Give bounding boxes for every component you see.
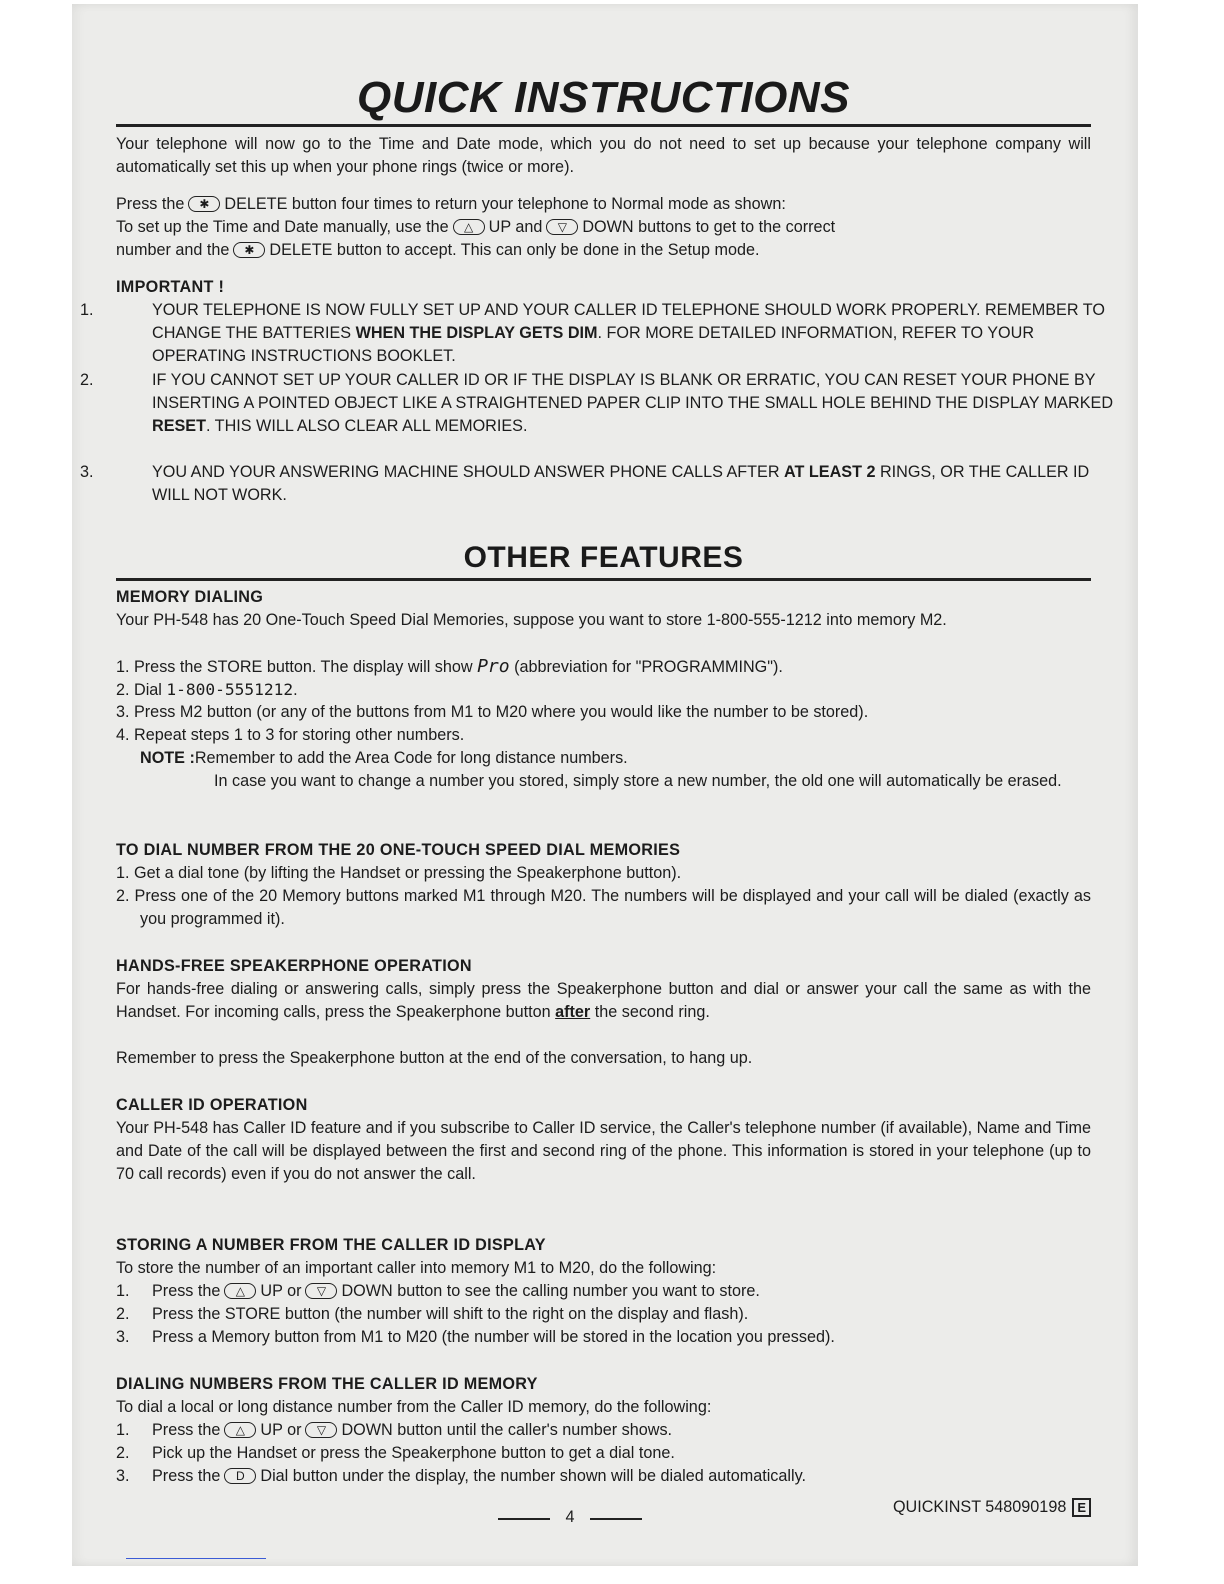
dialing-step-1 xyxy=(116,1419,1091,1442)
step-text: Press the xyxy=(152,1421,221,1439)
storing-step-1 xyxy=(116,1280,1091,1303)
delete-key-icon: ✱ xyxy=(188,196,220,212)
memory-step-2 xyxy=(116,678,1091,702)
memory-paragraph: Your PH-548 has 20 One-Touch Speed Dial Memories, suppose you want to store 1-800-555-1212 into memory M2. xyxy=(116,611,947,629)
item-text: YOUR TELEPHONE IS NOW FULLY SET UP AND YOUR CALLER ID TELEPHONE SHOULD WORK PROPERLY. REMEMBER TO CHANGE THE BATTERIES xyxy=(152,301,1105,343)
item-emphasis: AT LEAST 2 xyxy=(784,463,876,481)
item-number: 1. xyxy=(80,301,94,319)
step-text: 2. Dial xyxy=(116,681,162,699)
todial-heading: TO DIAL NUMBER FROM THE 20 ONE-TOUCH SPEED DIAL MEMORIES xyxy=(116,841,681,859)
item-text: . THIS WILL ALSO CLEAR ALL MEMORIES. xyxy=(205,417,528,436)
delete-key-icon: ✱ xyxy=(233,242,265,258)
important-heading: IMPORTANT ! xyxy=(116,278,225,296)
step-number: 1. xyxy=(116,1282,130,1300)
item-text: IF YOU CANNOT SET UP YOUR CALLER ID OR IF THE DISPLAY IS BLANK OR ERRATIC, YOU CAN RESET YOUR PHONE BY INSERTING A POINTED OBJECT LIKE A STRAIGHTENED PAPER CLIP INTO THE SMALL HOLE BEHIND THE DISPLAY MARKED xyxy=(152,371,1114,413)
handsfree-heading: HANDS-FREE SPEAKERPHONE OPERATION xyxy=(116,957,472,975)
handsfree-paragraph xyxy=(116,978,1091,1024)
intro-text: To set up the Time and Date manually, use the xyxy=(116,218,449,236)
dialing-paragraph: To dial a local or long distance number from the Caller ID memory, do the following: xyxy=(116,1398,712,1416)
storing-step-3 xyxy=(116,1326,1091,1349)
step-text: 1. Press the STORE button. The display will show xyxy=(116,658,473,676)
down-key-icon: ▽ xyxy=(305,1283,337,1299)
item-text: YOU AND YOUR ANSWERING MACHINE SHOULD ANSWER PHONE CALLS AFTER xyxy=(152,463,785,481)
para-text: the second ring. xyxy=(594,1003,710,1022)
memory-note xyxy=(140,747,1091,770)
title-rule xyxy=(116,124,1091,127)
dialing-step-2 xyxy=(116,1442,1091,1465)
intro-accept-line xyxy=(116,239,1091,262)
step-number: 2. xyxy=(116,1444,130,1462)
language-box-icon: E xyxy=(1072,1498,1091,1517)
intro-delete-line xyxy=(116,193,1091,216)
step-number: 1. xyxy=(116,1421,130,1439)
step-text: Press a Memory button from M1 to M20 (the number will be stored in the location you pressed). xyxy=(152,1328,835,1346)
up-key-icon: △ xyxy=(224,1283,256,1299)
storing-paragraph: To store the number of an important caller into memory M1 to M20, do the following: xyxy=(116,1259,717,1277)
step-number: 3. xyxy=(116,1467,130,1485)
step-text: (abbreviation for "PROGRAMMING"). xyxy=(514,658,783,676)
document-code: QUICKINST 548090198 xyxy=(892,1498,1067,1516)
important-item-2 xyxy=(80,369,1127,439)
step-text: . xyxy=(293,681,298,699)
step-text: DOWN button until the caller's number shows. xyxy=(341,1421,673,1439)
step-number: 3. xyxy=(116,1328,130,1346)
handsfree-paragraph-2: Remember to press the Speakerphone button at the end of the conversation, to hang up. xyxy=(116,1049,753,1067)
footer-rule-right xyxy=(590,1518,642,1520)
page-number: 4 xyxy=(565,1508,575,1526)
memory-step-3: 3. Press M2 button (or any of the buttons from M1 to M20 where you would like the number to be stored). xyxy=(116,703,869,721)
intro-paragraph: Your telephone will now go to the Time and Date mode, which you do not need to set up because your telephone company will automatically set this up when your phone rings (twice or more). xyxy=(116,135,1091,177)
step-text: UP or xyxy=(260,1282,302,1300)
item-emphasis: RESET xyxy=(152,417,206,436)
callerid-heading: CALLER ID OPERATION xyxy=(116,1096,308,1114)
intro-text: number and the xyxy=(116,241,230,259)
item-text: . FOR MORE DETAILED INFORMATION, REFER TO YOUR OPERATING INSTRUCTIONS BOOKLET. xyxy=(152,324,1035,366)
display-number: 1-800-5551212 xyxy=(166,680,294,699)
todial-step-2: 2. Press one of the 20 Memory buttons marked M1 through M20. The numbers will be displayed and your call will be dialed (exactly as you programmed it). xyxy=(116,887,1091,929)
item-number: 3. xyxy=(80,463,94,481)
up-key-icon: △ xyxy=(224,1422,256,1438)
up-key-icon: △ xyxy=(453,219,485,235)
step-text: Press the STORE button (the number will shift to the right on the display and flash). xyxy=(152,1305,749,1323)
intro-text: DELETE button four times to return your telephone to Normal mode as shown: xyxy=(224,195,786,213)
memory-note-2: In case you want to change a number you stored, simply store a new number, the old one will automatically be erased. xyxy=(214,772,1062,790)
intro-text: UP and xyxy=(488,218,543,236)
page-title: QUICK INSTRUCTIONS xyxy=(357,73,850,122)
note-text: Remember to add the Area Code for long distance numbers. xyxy=(194,749,628,767)
dial-key-icon: D xyxy=(224,1468,256,1484)
intro-manual-line xyxy=(116,216,1091,239)
para-text: For hands-free dialing or answering calls, simply press the Speakerphone button and dial or answer your call the same as with the Handset. For incoming calls, press the Speakerphone button xyxy=(116,980,1091,1022)
important-item-1 xyxy=(80,299,1127,369)
step-text: Pick up the Handset or press the Speakerphone button to get a dial tone. xyxy=(152,1444,675,1462)
down-key-icon: ▽ xyxy=(546,219,578,235)
emphasis-after: after xyxy=(555,1003,591,1022)
item-number: 2. xyxy=(80,371,94,389)
step-text: DOWN button to see the calling number you want to store. xyxy=(341,1282,760,1300)
intro-text: Press the xyxy=(116,195,185,213)
memory-step-4: 4. Repeat steps 1 to 3 for storing other numbers. xyxy=(116,726,465,744)
step-number: 2. xyxy=(116,1305,130,1323)
callerid-paragraph: Your PH-548 has Caller ID feature and if you subscribe to Caller ID service, the Caller's telephone number (if available), Name and Time and Date of the call will be displayed between the first and second ring of the phone. This information is stored in your telephone (up to 70 call records) even if you do not answer the call. xyxy=(116,1119,1091,1184)
step-text: Press the xyxy=(152,1467,221,1485)
step-text: UP or xyxy=(260,1421,302,1439)
footer-rule-left xyxy=(498,1518,550,1520)
step-text: Dial button under the display, the number shown will be dialed automatically. xyxy=(260,1467,806,1485)
footer-code xyxy=(852,1496,1091,1519)
dialing-heading: DIALING NUMBERS FROM THE CALLER ID MEMORY xyxy=(116,1375,538,1393)
note-label: NOTE : xyxy=(140,749,195,767)
storing-step-2 xyxy=(116,1303,1091,1326)
section-rule xyxy=(116,578,1091,581)
step-text: Press the xyxy=(152,1282,221,1300)
item-text: RINGS, OR THE CALLER ID WILL NOT WORK. xyxy=(152,463,1090,505)
intro-text: DOWN buttons to get to the correct xyxy=(582,218,836,236)
section-title: OTHER FEATURES xyxy=(463,541,744,574)
intro-text: DELETE button to accept. This can only be done in the Setup mode. xyxy=(269,241,760,259)
storing-heading: STORING A NUMBER FROM THE CALLER ID DISPLAY xyxy=(116,1236,546,1254)
display-pro: Pro xyxy=(477,656,510,677)
dialing-step-3 xyxy=(116,1465,1091,1488)
important-item-3 xyxy=(80,461,1127,507)
memory-heading: MEMORY DIALING xyxy=(116,588,264,606)
todial-step-1: 1. Get a dial tone (by lifting the Handset or pressing the Speakerphone button). xyxy=(116,864,682,882)
memory-step-1 xyxy=(116,655,1091,679)
item-emphasis: WHEN THE DISPLAY GETS DIM xyxy=(355,324,598,343)
link-underline xyxy=(126,1558,266,1559)
down-key-icon: ▽ xyxy=(305,1422,337,1438)
